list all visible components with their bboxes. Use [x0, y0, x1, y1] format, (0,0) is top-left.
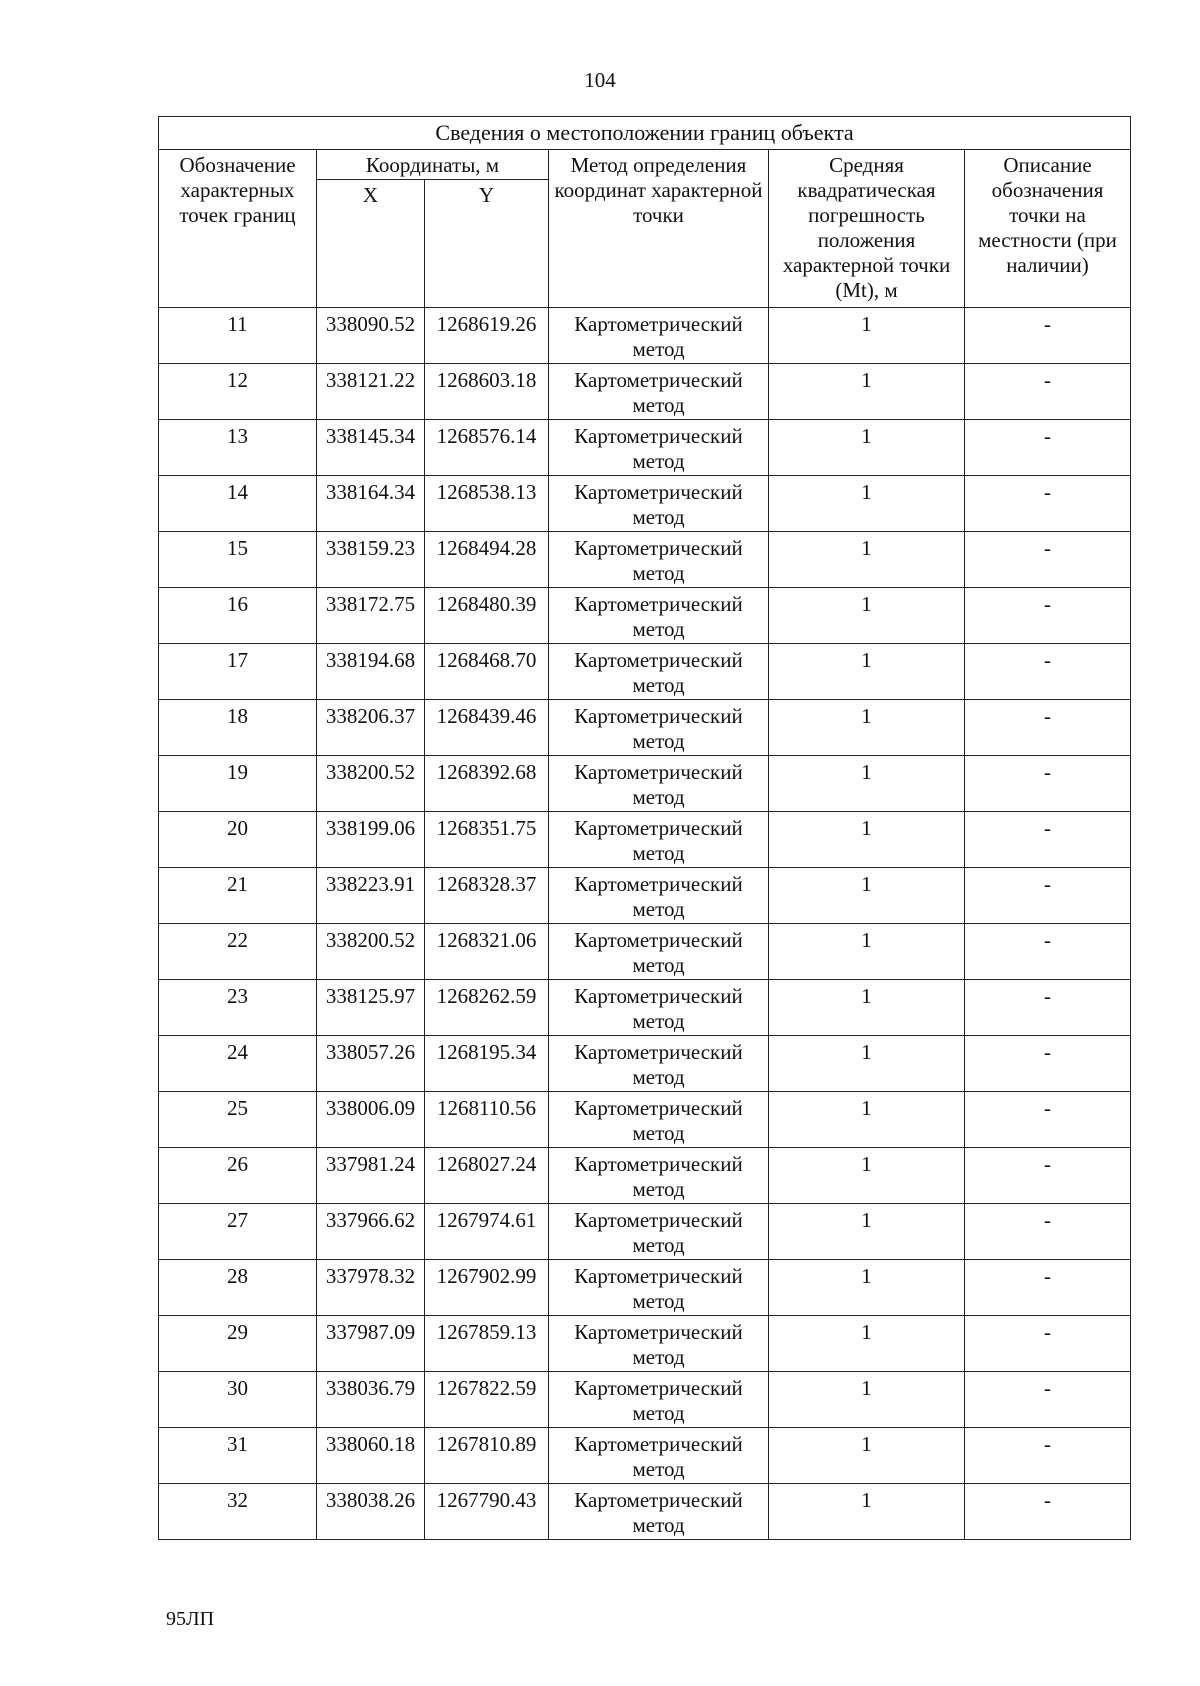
- cell-method: Картометрический метод: [549, 308, 769, 364]
- table-row: [159, 868, 1131, 924]
- cell-method: Картометрический метод: [549, 476, 769, 532]
- cell-point: 27: [159, 1204, 317, 1260]
- cell-description: -: [965, 1484, 1131, 1540]
- cell-y: 1267822.59: [425, 1372, 549, 1428]
- cell-accuracy: 1: [769, 1204, 965, 1260]
- cell-x: 338200.52: [317, 924, 425, 980]
- cell-x: 338200.52: [317, 756, 425, 812]
- cell-point: 26: [159, 1148, 317, 1204]
- cell-point: 11: [159, 308, 317, 364]
- cell-point: 23: [159, 980, 317, 1036]
- cell-description: -: [965, 476, 1131, 532]
- cell-x: 338036.79: [317, 1372, 425, 1428]
- table-body: [159, 308, 1131, 1540]
- cell-point: 28: [159, 1260, 317, 1316]
- cell-description: -: [965, 1428, 1131, 1484]
- cell-description: -: [965, 1148, 1131, 1204]
- table-row: [159, 756, 1131, 812]
- cell-y: 1268262.59: [425, 980, 549, 1036]
- cell-x: 338090.52: [317, 308, 425, 364]
- cell-method: Картометрический метод: [549, 588, 769, 644]
- cell-point: 13: [159, 420, 317, 476]
- table-row: [159, 1260, 1131, 1316]
- cell-method: Картометрический метод: [549, 812, 769, 868]
- cell-accuracy: 1: [769, 1484, 965, 1540]
- cell-accuracy: 1: [769, 308, 965, 364]
- cell-description: -: [965, 532, 1131, 588]
- cell-point: 14: [159, 476, 317, 532]
- cell-method: Картометрический метод: [549, 1092, 769, 1148]
- cell-accuracy: 1: [769, 980, 965, 1036]
- table-row: [159, 980, 1131, 1036]
- cell-description: -: [965, 1316, 1131, 1372]
- cell-x: 338125.97: [317, 980, 425, 1036]
- cell-description: -: [965, 364, 1131, 420]
- footer-code: 95ЛП: [166, 1608, 215, 1630]
- cell-x: 337987.09: [317, 1316, 425, 1372]
- cell-point: 12: [159, 364, 317, 420]
- cell-x: 338194.68: [317, 644, 425, 700]
- cell-x: 338206.37: [317, 700, 425, 756]
- table-row: [159, 1092, 1131, 1148]
- table-row: [159, 308, 1131, 364]
- cell-method: Картометрический метод: [549, 756, 769, 812]
- header-coordinates: Координаты, м: [317, 150, 549, 180]
- cell-y: 1268468.70: [425, 644, 549, 700]
- cell-description: -: [965, 1036, 1131, 1092]
- table-row: [159, 588, 1131, 644]
- table-row: [159, 644, 1131, 700]
- cell-description: -: [965, 756, 1131, 812]
- header-accuracy: Средняя квадратическая погрешность положения характерной точки (Mt), м: [769, 150, 965, 308]
- table-row: [159, 1148, 1131, 1204]
- cell-accuracy: 1: [769, 1148, 965, 1204]
- cell-description: -: [965, 1204, 1131, 1260]
- cell-description: -: [965, 1092, 1131, 1148]
- cell-description: -: [965, 1372, 1131, 1428]
- cell-accuracy: 1: [769, 812, 965, 868]
- cell-description: -: [965, 700, 1131, 756]
- cell-method: Картометрический метод: [549, 364, 769, 420]
- cell-method: Картометрический метод: [549, 980, 769, 1036]
- cell-accuracy: 1: [769, 868, 965, 924]
- cell-y: 1268439.46: [425, 700, 549, 756]
- table-row: [159, 1036, 1131, 1092]
- table-row: [159, 364, 1131, 420]
- cell-accuracy: 1: [769, 924, 965, 980]
- header-y: Y: [425, 180, 549, 308]
- cell-description: -: [965, 980, 1131, 1036]
- cell-point: 29: [159, 1316, 317, 1372]
- cell-method: Картометрический метод: [549, 532, 769, 588]
- boundary-table-container: [158, 116, 1130, 1540]
- cell-x: 337966.62: [317, 1204, 425, 1260]
- page-number: 104: [584, 68, 616, 92]
- cell-accuracy: 1: [769, 1092, 965, 1148]
- table-row: [159, 924, 1131, 980]
- cell-x: 338006.09: [317, 1092, 425, 1148]
- cell-y: 1267810.89: [425, 1428, 549, 1484]
- cell-y: 1268538.13: [425, 476, 549, 532]
- table-caption: Сведения о местоположении границ объекта: [159, 117, 1131, 150]
- table-row: [159, 700, 1131, 756]
- header-description: Описание обозначения точки на местности (при наличии): [965, 150, 1131, 308]
- cell-point: 22: [159, 924, 317, 980]
- cell-y: 1268619.26: [425, 308, 549, 364]
- cell-y: 1268351.75: [425, 812, 549, 868]
- cell-description: -: [965, 812, 1131, 868]
- cell-x: 338164.34: [317, 476, 425, 532]
- cell-y: 1268392.68: [425, 756, 549, 812]
- cell-y: 1267859.13: [425, 1316, 549, 1372]
- cell-point: 20: [159, 812, 317, 868]
- cell-method: Картометрический метод: [549, 1148, 769, 1204]
- header-point-designation: Обозначение характерных точек границ: [159, 150, 317, 308]
- cell-description: -: [965, 924, 1131, 980]
- cell-method: Картометрический метод: [549, 1316, 769, 1372]
- cell-method: Картометрический метод: [549, 1036, 769, 1092]
- cell-accuracy: 1: [769, 420, 965, 476]
- cell-x: 338038.26: [317, 1484, 425, 1540]
- cell-method: Картометрический метод: [549, 1428, 769, 1484]
- cell-y: 1267790.43: [425, 1484, 549, 1540]
- cell-accuracy: 1: [769, 756, 965, 812]
- cell-accuracy: 1: [769, 1316, 965, 1372]
- cell-description: -: [965, 868, 1131, 924]
- cell-y: 1267902.99: [425, 1260, 549, 1316]
- cell-point: 30: [159, 1372, 317, 1428]
- cell-point: 16: [159, 588, 317, 644]
- cell-y: 1268195.34: [425, 1036, 549, 1092]
- cell-x: 337978.32: [317, 1260, 425, 1316]
- cell-point: 25: [159, 1092, 317, 1148]
- cell-y: 1268576.14: [425, 420, 549, 476]
- cell-x: 338159.23: [317, 532, 425, 588]
- cell-y: 1268027.24: [425, 1148, 549, 1204]
- cell-description: -: [965, 308, 1131, 364]
- table-row: [159, 420, 1131, 476]
- cell-y: 1268494.28: [425, 532, 549, 588]
- cell-method: Картометрический метод: [549, 700, 769, 756]
- cell-method: Картометрический метод: [549, 1372, 769, 1428]
- cell-y: 1268480.39: [425, 588, 549, 644]
- cell-accuracy: 1: [769, 1428, 965, 1484]
- header-method: Метод определения координат характерной точки: [549, 150, 769, 308]
- table-row: [159, 476, 1131, 532]
- cell-method: Картометрический метод: [549, 924, 769, 980]
- cell-y: 1268603.18: [425, 364, 549, 420]
- cell-point: 18: [159, 700, 317, 756]
- cell-point: 24: [159, 1036, 317, 1092]
- cell-x: 338060.18: [317, 1428, 425, 1484]
- cell-method: Картометрический метод: [549, 1204, 769, 1260]
- cell-method: Картометрический метод: [549, 1484, 769, 1540]
- header-x: X: [317, 180, 425, 308]
- cell-point: 21: [159, 868, 317, 924]
- cell-y: 1268110.56: [425, 1092, 549, 1148]
- cell-accuracy: 1: [769, 532, 965, 588]
- cell-accuracy: 1: [769, 1260, 965, 1316]
- cell-method: Картометрический метод: [549, 868, 769, 924]
- cell-method: Картометрический метод: [549, 644, 769, 700]
- cell-point: 15: [159, 532, 317, 588]
- cell-x: 338121.22: [317, 364, 425, 420]
- cell-point: 19: [159, 756, 317, 812]
- cell-description: -: [965, 588, 1131, 644]
- cell-x: 338172.75: [317, 588, 425, 644]
- table-row: [159, 1316, 1131, 1372]
- cell-point: 17: [159, 644, 317, 700]
- cell-x: 338223.91: [317, 868, 425, 924]
- cell-x: 338057.26: [317, 1036, 425, 1092]
- cell-method: Картометрический метод: [549, 1260, 769, 1316]
- cell-accuracy: 1: [769, 476, 965, 532]
- cell-y: 1268321.06: [425, 924, 549, 980]
- table-row: [159, 532, 1131, 588]
- cell-accuracy: 1: [769, 588, 965, 644]
- table-row: [159, 1484, 1131, 1540]
- cell-description: -: [965, 644, 1131, 700]
- boundary-coordinates-table: [158, 116, 1131, 1540]
- cell-accuracy: 1: [769, 364, 965, 420]
- cell-x: 337981.24: [317, 1148, 425, 1204]
- cell-accuracy: 1: [769, 700, 965, 756]
- cell-point: 31: [159, 1428, 317, 1484]
- cell-method: Картометрический метод: [549, 420, 769, 476]
- cell-x: 338145.34: [317, 420, 425, 476]
- cell-accuracy: 1: [769, 1036, 965, 1092]
- cell-accuracy: 1: [769, 644, 965, 700]
- table-row: [159, 1428, 1131, 1484]
- cell-description: -: [965, 420, 1131, 476]
- table-row: [159, 1204, 1131, 1260]
- cell-description: -: [965, 1260, 1131, 1316]
- cell-point: 32: [159, 1484, 317, 1540]
- cell-accuracy: 1: [769, 1372, 965, 1428]
- table-row: [159, 812, 1131, 868]
- table-row: [159, 1372, 1131, 1428]
- cell-x: 338199.06: [317, 812, 425, 868]
- cell-y: 1268328.37: [425, 868, 549, 924]
- cell-y: 1267974.61: [425, 1204, 549, 1260]
